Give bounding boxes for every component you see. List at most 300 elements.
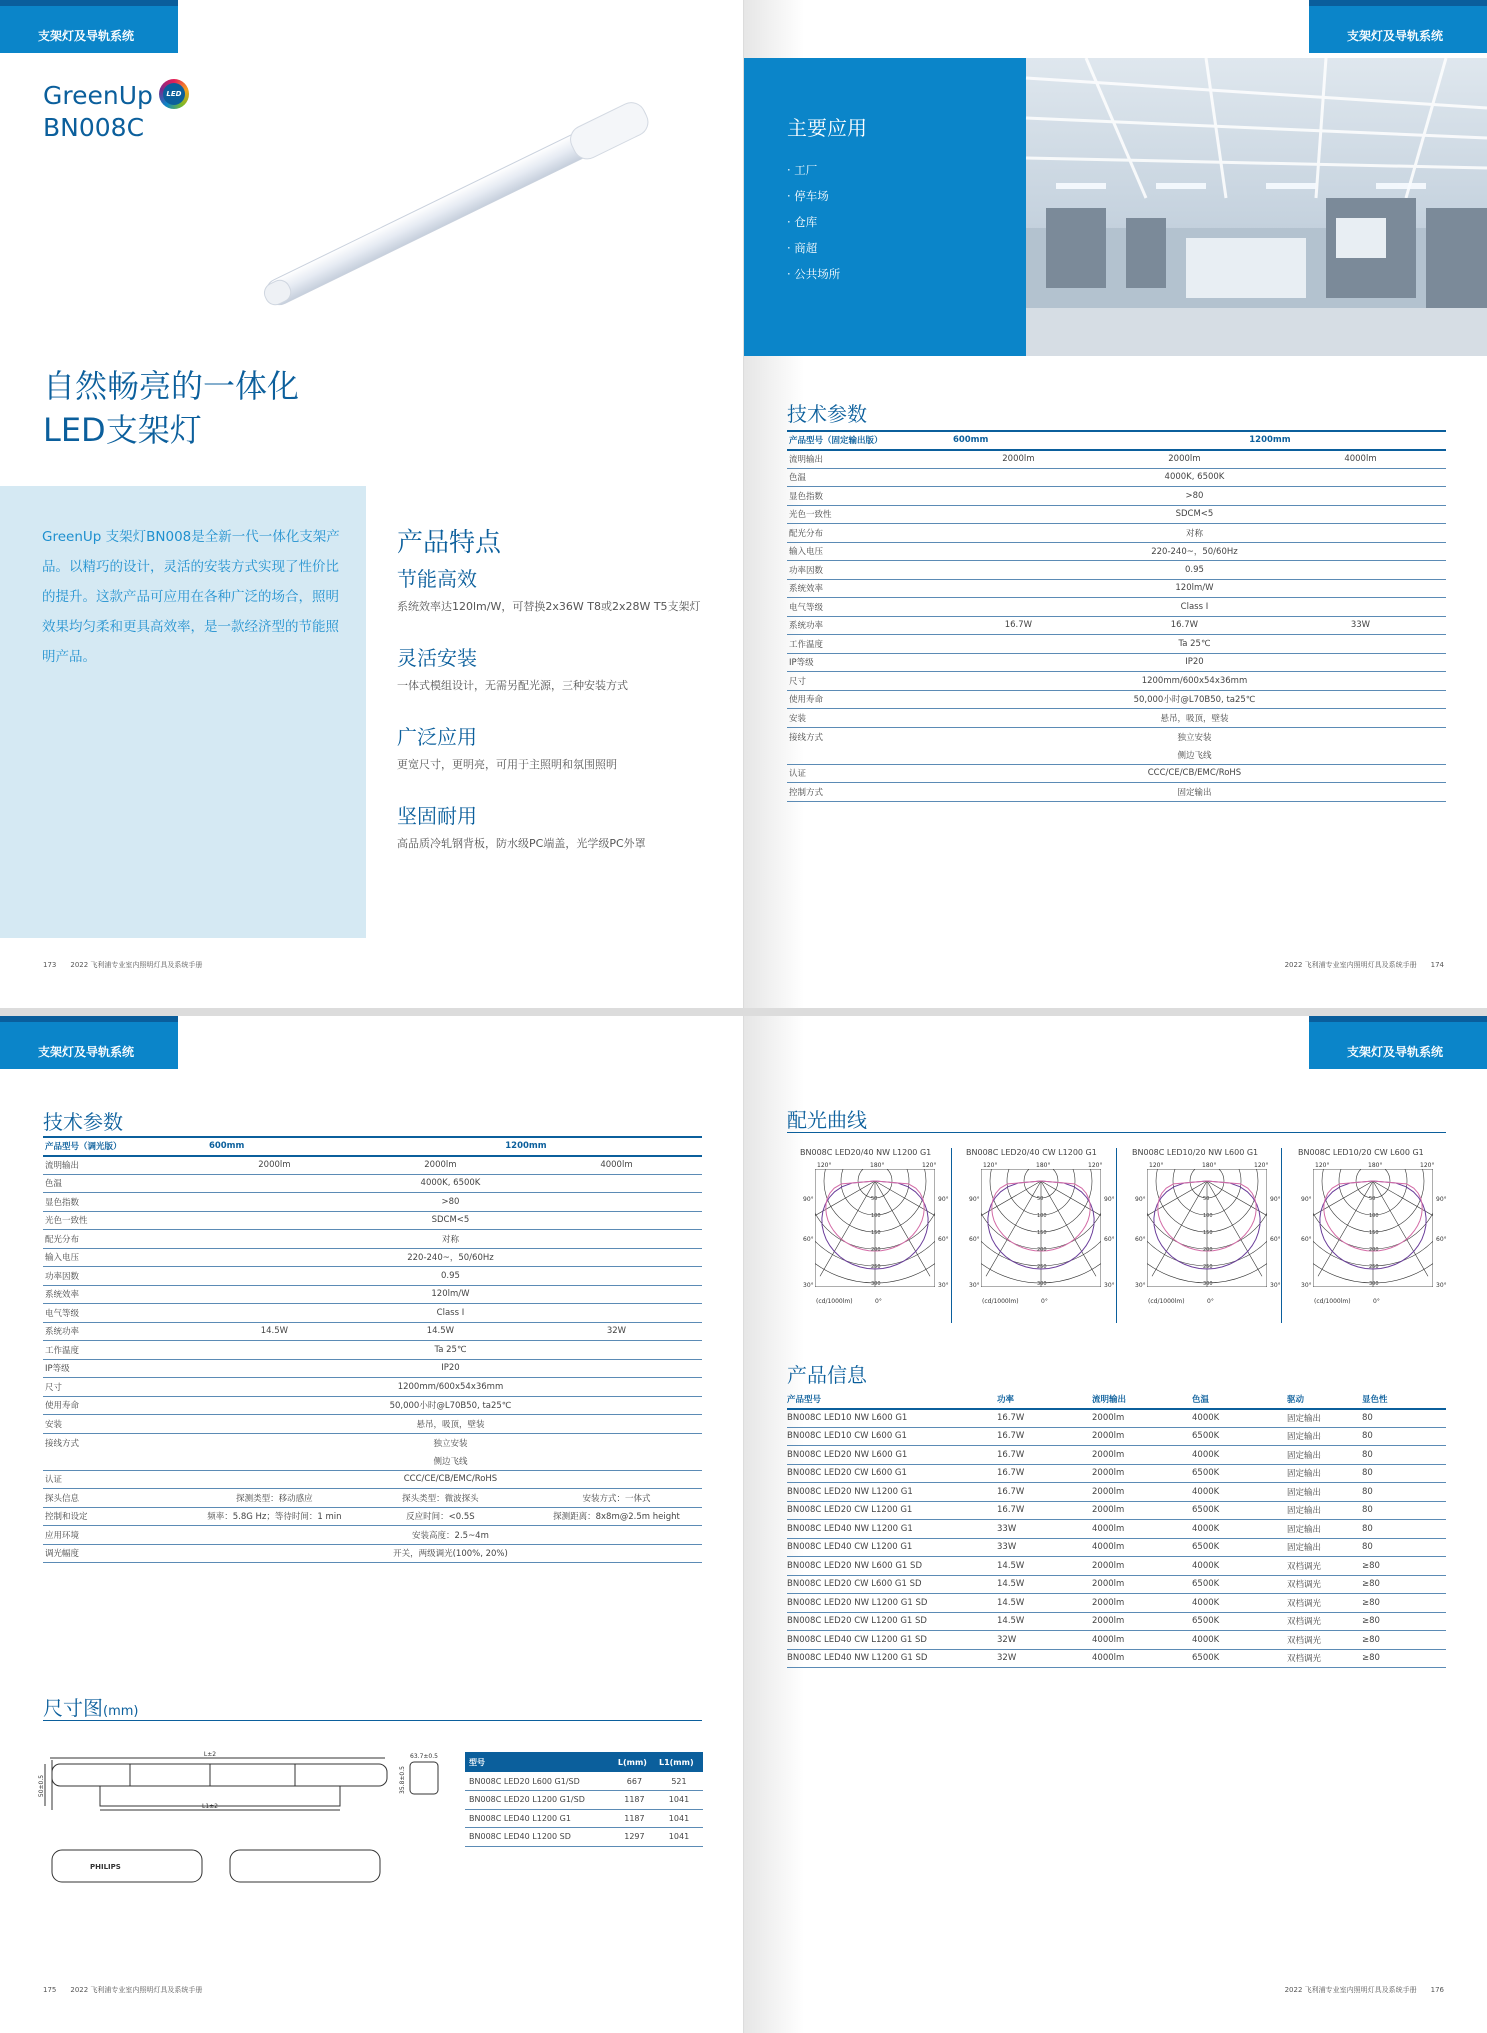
radial-label: 150 [1037, 1230, 1047, 1236]
spec-cell: 流明输出 [787, 450, 943, 469]
feature-title: 坚固耐用 [397, 804, 477, 828]
table-row: BN008C LED40 L1200 SD 1297 1041 [465, 1828, 703, 1847]
page-number: 174 [1430, 961, 1444, 969]
spec-cell: 输入电压 [43, 1248, 199, 1267]
dimension-title: 尺寸图(mm) [43, 1696, 139, 1720]
angle-label: 60° [1436, 1236, 1447, 1243]
table-cell: 14.5W [997, 1575, 1092, 1594]
table-cell: BN008C LED40 CW L1200 G1 [787, 1538, 997, 1557]
section-tag: 支架灯及导轨系统 [1309, 1016, 1487, 1069]
radial-label: 150 [1203, 1230, 1213, 1236]
table-cell: 2000lm [1092, 1427, 1192, 1446]
spec-cell: 1200mm [1094, 431, 1446, 450]
spec-row [43, 1248, 702, 1267]
curve-label: BN008C LED10/20 NW L600 G1 [1132, 1148, 1259, 1157]
angle-label: 120° [1420, 1162, 1435, 1169]
table-cell: 14.5W [997, 1557, 1092, 1576]
brand-block [43, 80, 189, 144]
table-row: BN008C LED20 L1200 G1/SD 1187 1041 [465, 1791, 703, 1810]
footer [1285, 1985, 1444, 1995]
spec-cell: 2000lm [1094, 450, 1275, 469]
spec-row [43, 1452, 702, 1471]
table-row [787, 1594, 1446, 1613]
page-174 [744, 0, 1487, 1008]
radial-label: 150 [1369, 1230, 1379, 1236]
angle-label: 90° [969, 1196, 980, 1203]
spec-row [43, 1156, 702, 1175]
polar-curve [1298, 1148, 1458, 1315]
table-cell: 4000lm [1092, 1520, 1192, 1539]
table-cell: 双档调光 [1287, 1575, 1362, 1594]
col-header: 功率 [997, 1390, 1092, 1409]
spec-cell: 开关，两级调光(100%, 20%) [199, 1544, 702, 1563]
curve-label: BN008C LED20/40 CW L1200 G1 [966, 1148, 1097, 1157]
table-cell: 80 [1362, 1520, 1446, 1539]
table-cell: 固定输出 [1287, 1446, 1362, 1465]
spec-cell: 接线方式 [45, 1438, 80, 1449]
unit-label: (cd/1000lm) [816, 1298, 853, 1305]
footer-title: 2022 飞利浦专业室内照明灯具及系统手册 [1284, 961, 1417, 969]
spec-cell: 220-240~，50/60Hz [199, 1248, 702, 1267]
table-row [787, 1649, 1446, 1668]
spec-cell: 4000lm [531, 1156, 702, 1175]
spec-row [43, 1322, 702, 1341]
headline: 自然畅亮的一体化 LED支架灯 [43, 367, 300, 449]
spec-cell: 色温 [43, 1174, 199, 1193]
spec-cell: 使用寿命 [787, 690, 943, 709]
spec-cell: 对称 [199, 1230, 702, 1249]
angle-label: 60° [1301, 1236, 1312, 1243]
curve-label: BN008C LED20/40 NW L1200 G1 [800, 1148, 932, 1157]
intro-paragraph: GreenUp 支架灯BN008是全新一代一体化支架产品。以精巧的设计，灵活的安装方式实现了性价比的提升。这款产品可应用在各种广泛的场合，照明效果均匀柔和更具高效率，是一款经济型的节能照明产品。 [0, 486, 366, 938]
angle-label: 0° [1373, 1298, 1380, 1305]
table-cell: BN008C LED40 NW L1200 G1 SD [787, 1649, 997, 1668]
spec-row [787, 616, 1446, 635]
table-cell: 32W [997, 1631, 1092, 1650]
brand-series: GreenUp [43, 81, 153, 110]
table-cell: BN008C LED40 CW L1200 G1 SD [787, 1631, 997, 1650]
spec-cell: 安装 [43, 1415, 199, 1434]
table-row [787, 1612, 1446, 1631]
table-row [787, 1446, 1446, 1465]
spec-row [43, 1544, 702, 1563]
spec-cell: 独立安装 [1177, 732, 1212, 743]
spec-cell: 配光分布 [787, 524, 943, 543]
applications-box [744, 58, 1026, 356]
spec-cell: 600mm [943, 431, 1094, 450]
spec-cell [787, 746, 943, 765]
spec-row [787, 653, 1446, 672]
angle-label: 120° [1254, 1162, 1269, 1169]
spec-row [43, 1526, 702, 1545]
table-cell: 4000lm [1092, 1631, 1192, 1650]
angle-label: 30° [938, 1282, 949, 1289]
spec-cell: 产品型号（调光版） [43, 1137, 199, 1156]
application-item: · 公共场所 [787, 267, 841, 281]
spec-cell: 4000K, 6500K [943, 468, 1446, 487]
spec-cell: SDCM<5 [943, 505, 1446, 524]
table-cell: 6500K [1192, 1612, 1287, 1631]
angle-label: 180° [1036, 1162, 1051, 1169]
spec-cell: 1200mm/600x54x36mm [943, 672, 1446, 691]
spec-cell: 光色一致性 [43, 1211, 199, 1230]
spec-cell: 安装 [787, 709, 943, 728]
spec-cell: 控制方式 [787, 783, 943, 802]
spec-row [43, 1211, 702, 1230]
table-cell: 80 [1362, 1409, 1446, 1428]
table-cell: BN008C LED10 CW L600 G1 [787, 1427, 997, 1446]
spec-cell: 反应时间：<0.5S [350, 1507, 531, 1526]
angle-label: 90° [938, 1196, 949, 1203]
angle-label: 180° [1202, 1162, 1217, 1169]
angle-label: 120° [983, 1162, 998, 1169]
angle-label: 90° [1135, 1196, 1146, 1203]
table-cell: 2000lm [1092, 1575, 1192, 1594]
unit-label: (cd/1000lm) [982, 1298, 1019, 1305]
table-cell: 双档调光 [1287, 1649, 1362, 1668]
spec-cell: SDCM<5 [199, 1211, 702, 1230]
spec-cell: 悬吊，吸顶，壁装 [943, 709, 1446, 728]
angle-label: 180° [870, 1162, 885, 1169]
spec-cell: 侧边飞线 [199, 1452, 702, 1471]
angle-label: 120° [1149, 1162, 1164, 1169]
angle-label: 120° [817, 1162, 832, 1169]
table-row [787, 1409, 1446, 1428]
led-logo-icon: LED [159, 79, 189, 109]
table-cell: 16.7W [997, 1464, 1092, 1483]
table-cell: 2000lm [1092, 1501, 1192, 1520]
angle-label: 60° [1135, 1236, 1146, 1243]
col-header: 色温 [1192, 1390, 1287, 1409]
applications-title: 主要应用 [787, 116, 867, 140]
angle-label: 0° [1207, 1298, 1214, 1305]
spec-cell: 独立安装 [433, 1438, 468, 1449]
features-section [397, 522, 727, 851]
table-cell: BN008C LED20 NW L600 G1 [787, 1446, 997, 1465]
spec-cell: 频率：5.8G Hz；等待时间：1 min [199, 1507, 350, 1526]
table-cell: 4000K [1192, 1557, 1287, 1576]
brand-model: BN008C [43, 113, 145, 142]
spec-cell: 2000lm [350, 1156, 531, 1175]
spec-cell: 配光分布 [43, 1230, 199, 1249]
radial-label: 250 [1369, 1264, 1379, 1270]
angle-label: 180° [1368, 1162, 1383, 1169]
spec-cell: 电气等级 [787, 598, 943, 617]
application-item: · 工厂 [787, 163, 818, 177]
spec-cell: 调光幅度 [43, 1544, 199, 1563]
angle-label: 30° [1436, 1282, 1447, 1289]
table-cell: BN008C LED20 NW L600 G1 SD [787, 1557, 997, 1576]
table-row [787, 1631, 1446, 1650]
spec-cell: 尺寸 [43, 1378, 199, 1397]
table-cell: 6500K [1192, 1464, 1287, 1483]
spec-row [43, 1341, 702, 1360]
polar-plot [800, 1161, 950, 1311]
footer-title: 2022 飞利浦专业室内照明灯具及系统手册 [1284, 1986, 1417, 1994]
feature-desc: 高品质冷轧钢背板，防水级PC端盖，光学级PC外罩 [397, 837, 646, 850]
table-cell: 2000lm [1092, 1409, 1192, 1428]
table-cell: 固定输出 [1287, 1464, 1362, 1483]
angle-label: 120° [1088, 1162, 1103, 1169]
spec-title: 技术参数 [787, 402, 867, 426]
spec-cell: 安装方式：一体式 [531, 1489, 702, 1508]
table-row [787, 1483, 1446, 1502]
spec-row [787, 783, 1446, 802]
spec-row [43, 1415, 702, 1434]
dim-label-h: 35.8±0.5 [399, 1766, 406, 1794]
dim-label-l1: L1±2 [201, 1803, 219, 1810]
spec-cell: 工作温度 [787, 635, 943, 654]
angle-label: 30° [1301, 1282, 1312, 1289]
spec-row [787, 635, 1446, 654]
page-number: 175 [43, 1986, 57, 1994]
divider [43, 1720, 702, 1721]
angle-label: 30° [803, 1282, 814, 1289]
angle-label: 30° [969, 1282, 980, 1289]
spec-cell: 探测距离：8x8m@2.5m height [531, 1507, 702, 1526]
spec-row [43, 1193, 702, 1212]
spec-row [43, 1285, 702, 1304]
table-cell: 14.5W [997, 1612, 1092, 1631]
table-cell: BN008C LED20 CW L600 G1 SD [787, 1575, 997, 1594]
section-tag: 支架灯及导轨系统 [1309, 0, 1487, 53]
table-cell: 固定输出 [1287, 1538, 1362, 1557]
spec-row [43, 1378, 702, 1397]
spec-row [43, 1489, 702, 1508]
table-cell: 固定输出 [1287, 1483, 1362, 1502]
table-cell: 2000lm [1092, 1594, 1192, 1613]
spec-table-dimming [43, 1136, 702, 1563]
spec-row [787, 727, 1446, 746]
spec-cell: 输入电压 [787, 542, 943, 561]
footer [1285, 960, 1444, 970]
spec-row [787, 468, 1446, 487]
table-cell: 4000K [1192, 1409, 1287, 1428]
spec-row [787, 579, 1446, 598]
spec-cell: 1200mm/600x54x36mm [199, 1378, 702, 1397]
spec-cell: 50,000小时@L70B50, ta25℃ [199, 1396, 702, 1415]
spec-cell: 14.5W [199, 1322, 350, 1341]
spec-cell: 接线方式 [789, 732, 824, 743]
spec-row [787, 487, 1446, 506]
angle-label: 60° [938, 1236, 949, 1243]
feature-desc: 更宽尺寸，更明亮，可用于主照明和氛围照明 [397, 758, 617, 771]
polar-curve [966, 1148, 1126, 1315]
table-cell: 4000K [1192, 1594, 1287, 1613]
col-header: 产品型号 [787, 1390, 997, 1409]
spec-cell: 功率因数 [787, 561, 943, 580]
dim-label-h2: 50±0.5 [38, 1774, 45, 1798]
spec-cell: IP20 [943, 653, 1446, 672]
dimension-drawing [40, 1750, 460, 1890]
spec-cell: 探头信息 [43, 1489, 199, 1508]
col-header: L(mm) [614, 1752, 655, 1772]
table-cell: 16.7W [997, 1427, 1092, 1446]
footer [43, 1985, 202, 1995]
angle-label: 90° [803, 1196, 814, 1203]
section-tag: 支架灯及导轨系统 [0, 0, 178, 53]
table-cell: 33W [997, 1538, 1092, 1557]
radial-label: 100 [1369, 1213, 1379, 1219]
spec-cell: CCC/CE/CB/EMC/RoHS [199, 1470, 702, 1489]
spec-cell: 14.5W [350, 1322, 531, 1341]
table-cell: 32W [997, 1649, 1092, 1668]
spec-title: 技术参数 [43, 1110, 123, 1134]
table-cell: BN008C LED20 NW L1200 G1 [787, 1483, 997, 1502]
spec-cell: 系统功率 [787, 616, 943, 635]
angle-label: 0° [875, 1298, 882, 1305]
angle-label: 0° [1041, 1298, 1048, 1305]
spec-cell: Ta 25℃ [199, 1341, 702, 1360]
spec-cell: IP等级 [787, 653, 943, 672]
spec-cell: 显色指数 [787, 487, 943, 506]
table-cell: 2000lm [1092, 1446, 1192, 1465]
spec-cell: 显色指数 [43, 1193, 199, 1212]
table-cell: 4000K [1192, 1483, 1287, 1502]
spec-cell: 2000lm [943, 450, 1094, 469]
spec-cell: 光色一致性 [787, 505, 943, 524]
table-cell: 16.7W [997, 1446, 1092, 1465]
page-number: 176 [1430, 1986, 1444, 1994]
radial-label: 200 [1037, 1247, 1047, 1253]
table-cell: 33W [997, 1520, 1092, 1539]
spec-cell: IP20 [199, 1359, 702, 1378]
table-cell: BN008C LED20 NW L1200 G1 SD [787, 1594, 997, 1613]
table-row: BN008C LED40 L1200 G1 1187 1041 [465, 1809, 703, 1828]
angle-label: 90° [1436, 1196, 1447, 1203]
table-cell: 6500K [1192, 1501, 1287, 1520]
spec-header-row [787, 431, 1446, 450]
table-cell: 80 [1362, 1483, 1446, 1502]
spec-row [43, 1433, 702, 1452]
table-row [787, 1427, 1446, 1446]
table-row [787, 1575, 1446, 1594]
spec-row [43, 1470, 702, 1489]
table-cell: 16.7W [997, 1483, 1092, 1502]
spec-row [787, 672, 1446, 691]
spec-cell: 0.95 [943, 561, 1446, 580]
table-cell: 80 [1362, 1427, 1446, 1446]
spec-row [43, 1230, 702, 1249]
table-row [787, 1538, 1446, 1557]
table-cell: 固定输出 [1287, 1427, 1362, 1446]
spec-cell: 色温 [787, 468, 943, 487]
table-cell: 16.7W [997, 1501, 1092, 1520]
table-cell: 4000K [1192, 1520, 1287, 1539]
feature-desc: 一体式模组设计，无需另配光源，三种安装方式 [397, 679, 628, 692]
spec-cell: Class I [199, 1304, 702, 1323]
table-cell: 80 [1362, 1538, 1446, 1557]
table-cell: 2000lm [1092, 1464, 1192, 1483]
spec-row [43, 1304, 702, 1323]
radial-label: 250 [1203, 1264, 1213, 1270]
radial-label: 50 [1369, 1196, 1376, 1202]
spec-cell: 1200mm [350, 1137, 702, 1156]
spec-cell: CCC/CE/CB/EMC/RoHS [943, 764, 1446, 783]
spec-cell: 悬吊，吸顶，壁装 [199, 1415, 702, 1434]
angle-label: 90° [1301, 1196, 1312, 1203]
table-cell: ≥80 [1362, 1649, 1446, 1668]
polar-curve [1132, 1148, 1292, 1315]
table-cell: 固定输出 [1287, 1520, 1362, 1539]
table-cell: 双档调光 [1287, 1612, 1362, 1631]
polar-plot [966, 1161, 1116, 1311]
spec-cell: 120lm/W [199, 1285, 702, 1304]
polar-plot [1132, 1161, 1282, 1311]
spec-row [787, 764, 1446, 783]
table-cell: 2000lm [1092, 1612, 1192, 1631]
table-cell: 4000lm [1092, 1649, 1192, 1668]
table-cell: 4000lm [1092, 1538, 1192, 1557]
table-cell: 双档调光 [1287, 1557, 1362, 1576]
spec-cell: Class I [943, 598, 1446, 617]
angle-label: 120° [922, 1162, 937, 1169]
spec-cell: 使用寿命 [43, 1396, 199, 1415]
radial-label: 100 [871, 1213, 881, 1219]
feature-title: 灵活安装 [397, 646, 477, 670]
radial-label: 300 [1037, 1281, 1047, 1287]
curves-title: 配光曲线 [787, 1108, 867, 1132]
philips-logo-text: PHILIPS [90, 1863, 121, 1871]
application-item: · 仓库 [787, 215, 818, 229]
spec-row [43, 1396, 702, 1415]
col-header: L1(mm) [655, 1752, 703, 1772]
table-row [787, 1501, 1446, 1520]
spec-row [787, 709, 1446, 728]
page-173 [0, 0, 743, 1008]
radial-label: 300 [871, 1281, 881, 1287]
radial-label: 50 [1203, 1196, 1210, 1202]
table-cell: 2000lm [1092, 1557, 1192, 1576]
spec-row [43, 1359, 702, 1378]
unit-label: (cd/1000lm) [1314, 1298, 1351, 1305]
unit-label: (cd/1000lm) [1148, 1298, 1185, 1305]
spec-row [787, 561, 1446, 580]
table-cell: 4000K [1192, 1631, 1287, 1650]
factory-photo [1026, 58, 1487, 356]
footer-title: 2022 飞利浦专业室内照明灯具及系统手册 [70, 961, 203, 969]
spec-cell: 侧边飞线 [943, 746, 1446, 765]
angle-label: 30° [1270, 1282, 1281, 1289]
angle-label: 60° [803, 1236, 814, 1243]
table-cell: 80 [1362, 1501, 1446, 1520]
divider [787, 1132, 1446, 1133]
spec-header-row [43, 1137, 702, 1156]
spec-cell: 16.7W [1094, 616, 1275, 635]
polar-plot [1298, 1161, 1448, 1311]
table-cell: BN008C LED20 CW L1200 G1 SD [787, 1612, 997, 1631]
table-row: BN008C LED20 L600 G1/SD 667 521 [465, 1772, 703, 1791]
spec-cell [43, 1452, 199, 1471]
spec-cell: 认证 [43, 1470, 199, 1489]
spec-cell: 系统功率 [43, 1322, 199, 1341]
table-cell: 双档调光 [1287, 1631, 1362, 1650]
table-cell: 6500K [1192, 1575, 1287, 1594]
spec-row [787, 505, 1446, 524]
table-cell: ≥80 [1362, 1612, 1446, 1631]
radial-label: 50 [871, 1196, 878, 1202]
spec-row [787, 598, 1446, 617]
col-header: 显色性 [1362, 1390, 1446, 1409]
table-cell: 80 [1362, 1446, 1446, 1465]
spec-cell: 对称 [943, 524, 1446, 543]
dim-label-l: L±2 [203, 1751, 217, 1758]
spec-cell: 功率因数 [43, 1267, 199, 1286]
spec-cell: 32W [531, 1322, 702, 1341]
table-cell: BN008C LED20 CW L600 G1 [787, 1464, 997, 1483]
curve-label: BN008C LED10/20 CW L600 G1 [1298, 1148, 1424, 1157]
spec-row [787, 690, 1446, 709]
